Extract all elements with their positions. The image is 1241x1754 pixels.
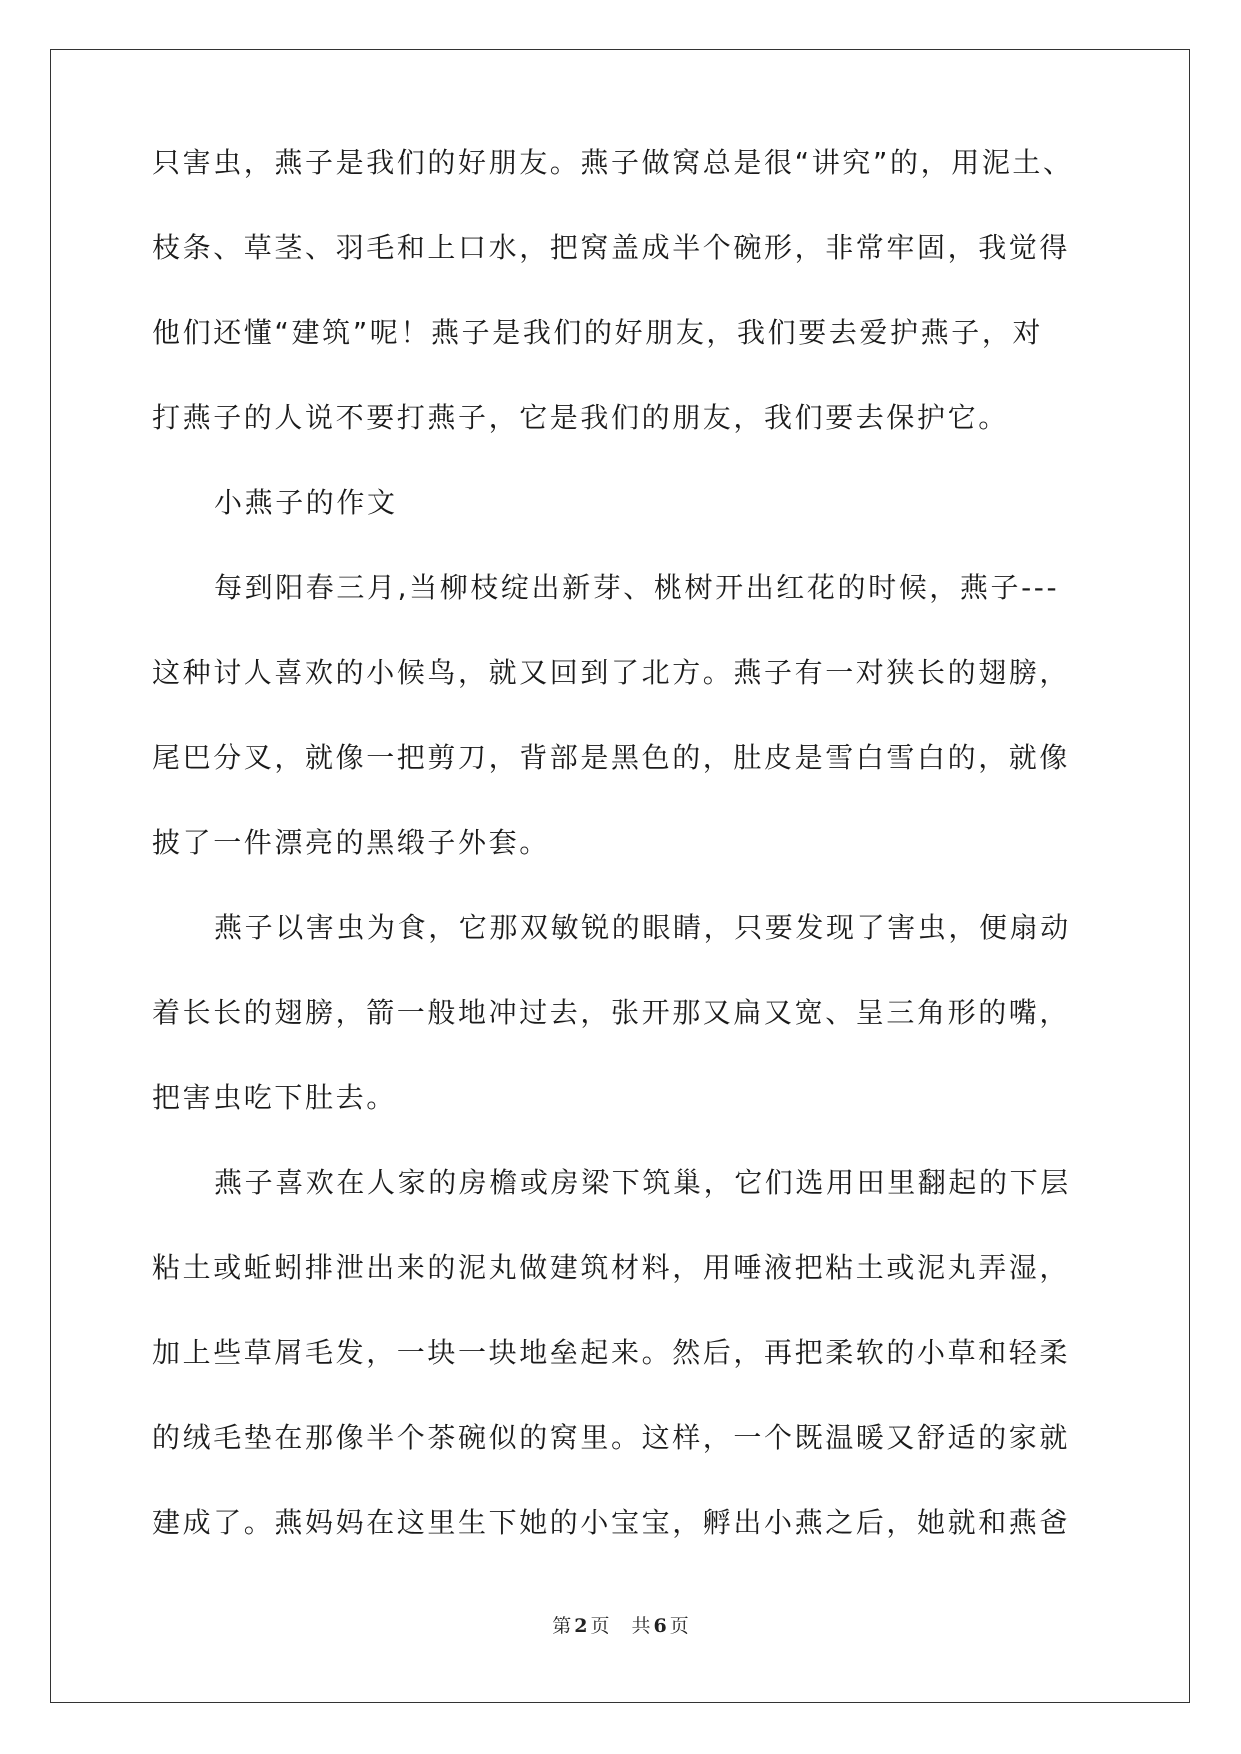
text-line: 粘土或蚯蚓排泄出来的泥丸做建筑材料，用唾液把粘土或泥丸弄湿，	[152, 1251, 1071, 1284]
text-line: 披了一件漂亮的黑缎子外套。	[152, 826, 550, 859]
text-line: 枝条、草茎、羽毛和上口水，把窝盖成半个碗形，非常牢固，我觉得	[152, 231, 1071, 264]
text-line: 加上些草屑毛发，一块一块地垒起来。然后，再把柔软的小草和轻柔	[152, 1336, 1071, 1369]
total-label-prefix: 共	[631, 1615, 651, 1637]
text-line: 每到阳春三月,当柳枝绽出新芽、桃树开出红花的时候，燕子---	[214, 571, 1060, 604]
text-line: 燕子以害虫为食，它那双敏锐的眼睛，只要发现了害虫，便扇动	[214, 911, 1071, 944]
text-line: 这种讨人喜欢的小候鸟，就又回到了北方。燕子有一对狭长的翅膀，	[152, 656, 1071, 689]
text-line: 把害虫吃下肚去。	[152, 1081, 397, 1114]
text-line: 燕子喜欢在人家的房檐或房梁下筑巢，它们选用田里翻起的下层	[214, 1166, 1071, 1199]
text-line: 只害虫，燕子是我们的好朋友。燕子做窝总是很“讲究”的，用泥土、	[152, 146, 1074, 179]
total-pages: 6	[653, 1615, 667, 1637]
page-label-suffix: 页	[590, 1615, 610, 1637]
text-line: 的绒毛垫在那像半个茶碗似的窝里。这样，一个既温暖又舒适的家就	[152, 1421, 1071, 1454]
page-label-prefix: 第	[552, 1615, 572, 1637]
page-number: 2	[574, 1615, 588, 1637]
section-heading: 小燕子的作文	[214, 486, 398, 519]
text-line: 尾巴分叉，就像一把剪刀，背部是黑色的，肚皮是雪白雪白的，就像	[152, 741, 1071, 774]
total-label-suffix: 页	[669, 1615, 689, 1637]
text-line: 他们还懂“建筑”呢！燕子是我们的好朋友，我们要去爱护燕子，对	[152, 316, 1044, 349]
page-footer	[0, 1611, 1241, 1638]
text-line: 建成了。燕妈妈在这里生下她的小宝宝，孵出小燕之后，她就和燕爸	[152, 1506, 1071, 1539]
text-line: 打燕子的人说不要打燕子，它是我们的朋友，我们要去保护它。	[152, 401, 1009, 434]
text-line: 着长长的翅膀，箭一般地冲过去，张开那又扁又宽、呈三角形的嘴，	[152, 996, 1071, 1029]
